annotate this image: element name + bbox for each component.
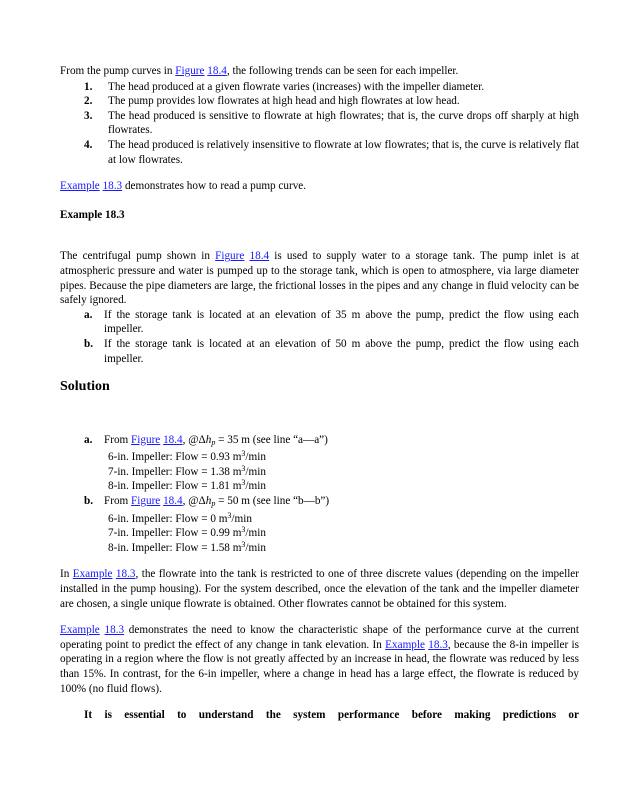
example-link[interactable]: Example <box>60 180 100 193</box>
flow-row: 6-in. Impeller: Flow = 0.93 $m^3/\min$ <box>108 449 266 464</box>
solution-item-b: b. From Figure 18.4, $@\Delta h_p = 50$ m (see line “b—b”) 6-in. Impeller: Flow = 0 $m^3/\min$ 7-in. Impeller: Flow = 0.99 $m^3/\min$ 8-in. Impeller: Flow = 1.58 $m^3/\min$ <box>60 494 579 555</box>
example-number-link[interactable]: 18.3 <box>104 624 125 637</box>
figure-number-link[interactable]: 18.4 <box>207 65 227 77</box>
solution-list <box>60 433 579 556</box>
analysis-paragraph-1: In Example 18.3, the flowrate into the tank is restricted to one of three discrete values (depending on the impeller installed in the pump housing). For the system described, once the elevation of the tank and the impeller diameter are chosen, a single unique flowrate is obtained. Other flowrates cannot be obtained for this system. <box>60 568 580 610</box>
flow-row: 8-in. Impeller: Flow = 1.81 $m^3/\min$ <box>108 478 266 493</box>
figure-number-link[interactable]: 18.4 <box>163 433 183 446</box>
list-item: 4. The head produced is relatively insensitive to flowrate at low flowrates; that is, the curve is relatively flat at low flowrates. <box>84 138 579 166</box>
figure-link[interactable]: Figure <box>131 495 161 508</box>
list-item: 1. The head produced at a given flowrate varies (increases) with the impeller diameter. <box>84 80 485 93</box>
list-item: a. If the storage tank is located at an elevation of 35 m above the pump, predict the flow using each impeller. <box>84 308 579 336</box>
example-link[interactable]: Example <box>60 624 100 637</box>
flow-row: 6-in. Impeller: Flow = 0 $m^3/\min$ <box>108 510 252 525</box>
figure-link[interactable]: Figure <box>131 433 161 446</box>
demo-paragraph: Example 18.3 demonstrates how to read a pump curve. <box>60 180 307 193</box>
flow-row: 8-in. Impeller: Flow = 1.58 $m^3/\min$ <box>108 539 266 554</box>
solution-block <box>60 433 579 556</box>
figure-number-link[interactable]: 18.4 <box>163 495 183 508</box>
solution-heading: Solution <box>60 379 110 395</box>
flow-results <box>104 512 579 556</box>
example-heading: Example 18.3 <box>60 208 125 221</box>
flow-row: 7-in. Impeller: Flow = 0.99 $m^3/\min$ <box>108 525 266 540</box>
example-number-link[interactable]: 18.3 <box>102 180 123 193</box>
list-item: 2. The pump provides low flowrates at high head and high flowrates at low head. <box>84 95 460 108</box>
list-item: 3. The head produced is sensitive to flowrate at high flowrates; that is, the curve drops off sharply at high flowrates. <box>84 109 579 137</box>
solution-item-a: a. From Figure 18.4, $@\Delta h_p = 35$ m (see line “a—a”) 6-in. Impeller: Flow = 0.93 $m^3/\min$ 7-in. Impeller: Flow = 1.38 $m^3/\min$ 8-in. Impeller: Flow = 1.81 $m^3/\min$ <box>60 433 579 494</box>
problem-statement: The centrifugal pump shown in Figure 18.4 is used to supply water to a storage tank. The pump inlet is at atmospheric pressure and water is pumped up to the storage tank, which is open to atmosphere, via large diameter pipes. Because the pipe diameters are large, the frictional losses in the pipes and any change in fluid velocity can be safely ignored. <box>60 250 580 307</box>
flow-results <box>104 450 579 494</box>
questions-list <box>60 308 579 366</box>
flow-row: 7-in. Impeller: Flow = 1.38 $m^3/\min$ <box>108 463 266 478</box>
figure-link[interactable]: Figure <box>215 250 245 263</box>
example-number-link[interactable]: 18.3 <box>428 638 448 651</box>
figure-link[interactable]: Figure <box>175 65 205 77</box>
figure-number-link[interactable]: 18.4 <box>249 250 270 263</box>
list-item: b. If the storage tank is located at an elevation of 50 m above the pump, predict the flow using each impeller. <box>84 337 579 365</box>
example-link[interactable]: Example <box>72 568 113 581</box>
intro-paragraph: From the pump curves in Figure 18.4, the following trends can be seen for each impeller. <box>60 65 459 77</box>
example-number-link[interactable]: 18.3 <box>115 568 136 581</box>
analysis-paragraph-2: Example 18.3 demonstrates the need to know the characteristic shape of the performance curve at the current operating point to predict the effect of any change in tank elevation. In Example 18.3, because the 8-in impeller is operating in a region where the flow is not greatly affected by an increase in head, the flowrate was reduced by less than 15%. In contrast, for the 6-in impeller, where a change in head has a large effect, the flowrate is reduced by 100% (no fluid flows). <box>60 624 579 695</box>
trends-list <box>60 80 579 168</box>
document-page <box>60 64 579 723</box>
example-link[interactable]: Example <box>385 638 425 651</box>
closing-line: It is essential to understand the system performance before making predictions or <box>84 709 579 722</box>
